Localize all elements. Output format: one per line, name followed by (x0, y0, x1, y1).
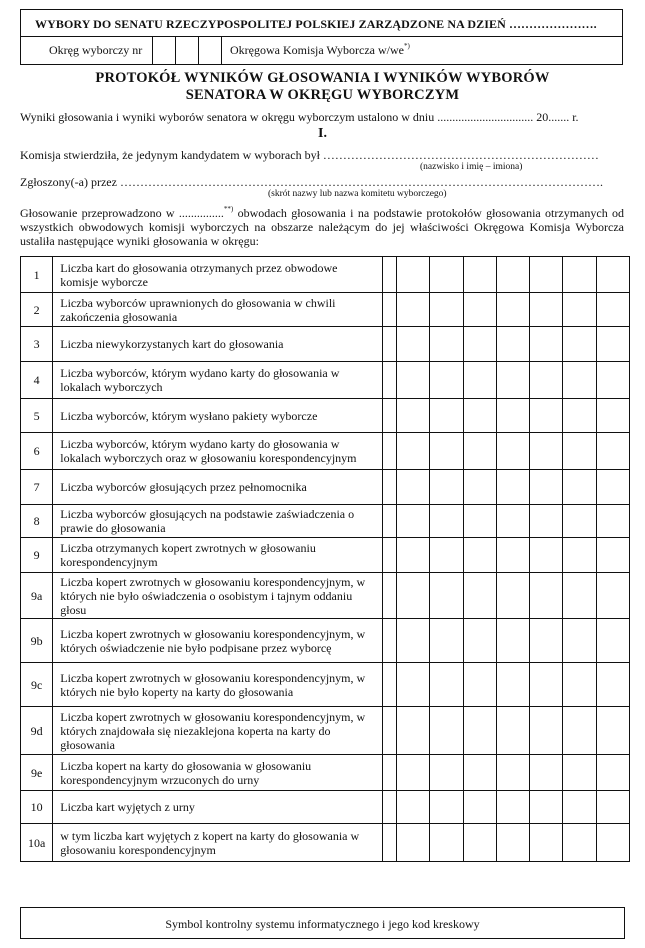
row-number: 5 (21, 399, 53, 433)
row-number: 1 (21, 257, 53, 293)
digit-cell[interactable] (430, 619, 463, 663)
digit-cell[interactable] (563, 538, 596, 573)
digit-cell[interactable] (463, 619, 496, 663)
digit-cell[interactable] (430, 327, 463, 362)
candidate-line[interactable]: Komisja stwierdziła, że jedynym kandydatem w wyborach był …………………………………………………………… (20, 148, 599, 162)
digit-cell[interactable] (596, 327, 629, 362)
digit-cell[interactable] (397, 470, 430, 505)
digit-cell[interactable] (397, 573, 430, 619)
digit-cell[interactable] (463, 257, 496, 293)
digit-cell[interactable] (496, 538, 529, 573)
table-row (21, 755, 630, 791)
row-label: Liczba otrzymanych kopert zwrotnych w głosowaniu korespondencyjnym (53, 538, 383, 573)
digit-cell[interactable] (397, 755, 430, 791)
digit-cell[interactable] (430, 707, 463, 755)
row-spacer (382, 433, 396, 470)
digit-cell[interactable] (596, 538, 629, 573)
digit-cell[interactable] (496, 505, 529, 538)
table-row (21, 399, 630, 433)
row-label: Liczba kopert zwrotnych w głosowaniu korespondencyjnym, w których oświadczenie nie było podpisane przez wyborcę (53, 619, 383, 663)
row-spacer (382, 327, 396, 362)
digit-cell[interactable] (397, 293, 430, 327)
digit-cell[interactable] (463, 399, 496, 433)
digit-cell[interactable] (463, 362, 496, 399)
digit-cell[interactable] (563, 619, 596, 663)
row-number: 9c (21, 663, 53, 707)
footnote-marker-2: **) (223, 205, 234, 213)
digit-cell[interactable] (463, 573, 496, 619)
digit-cell[interactable] (430, 573, 463, 619)
row-label: Liczba wyborców głosujących przez pełnomocnika (53, 470, 383, 505)
digit-cell[interactable] (596, 707, 629, 755)
row-spacer (382, 293, 396, 327)
digit-cell[interactable] (496, 470, 529, 505)
digit-cell[interactable] (397, 257, 430, 293)
row-number: 9d (21, 707, 53, 755)
district-header-box (20, 37, 623, 65)
digit-cell[interactable] (463, 293, 496, 327)
row-number: 4 (21, 362, 53, 399)
digit-cell[interactable] (596, 505, 629, 538)
digit-cell[interactable] (430, 362, 463, 399)
row-number: 7 (21, 470, 53, 505)
digit-cell[interactable] (430, 824, 463, 862)
digit-cell[interactable] (596, 470, 629, 505)
digit-cell[interactable] (430, 470, 463, 505)
digit-cell[interactable] (397, 327, 430, 362)
table-row (21, 433, 630, 470)
digit-cell[interactable] (563, 573, 596, 619)
table-row (21, 824, 630, 862)
digit-cell[interactable] (563, 257, 596, 293)
digit-cell[interactable] (496, 293, 529, 327)
digit-cell[interactable] (530, 619, 563, 663)
digit-cell[interactable] (397, 707, 430, 755)
row-spacer (382, 505, 396, 538)
row-spacer (382, 755, 396, 791)
digit-cell[interactable] (496, 663, 529, 707)
digit-cell[interactable] (530, 293, 563, 327)
digit-cell[interactable] (397, 663, 430, 707)
digit-cell[interactable] (530, 791, 563, 824)
digit-cell[interactable] (496, 327, 529, 362)
row-spacer (382, 399, 396, 433)
row-spacer (382, 573, 396, 619)
digit-cell[interactable] (530, 707, 563, 755)
row-label: Liczba kart wyjętych z urny (53, 791, 383, 824)
digit-cell[interactable] (496, 755, 529, 791)
digit-cell[interactable] (563, 663, 596, 707)
table-row (21, 327, 630, 362)
row-spacer (382, 707, 396, 755)
protocol-title-line-2: SENATORA W OKRĘGU WYBORCZYM (185, 87, 460, 103)
digit-cell[interactable] (530, 470, 563, 505)
digit-cell[interactable] (596, 257, 629, 293)
table-row (21, 362, 630, 399)
digit-cell[interactable] (530, 399, 563, 433)
row-number: 8 (21, 505, 53, 538)
digit-cell[interactable] (530, 663, 563, 707)
digit-cell[interactable] (530, 538, 563, 573)
table-row (21, 538, 630, 573)
row-label: Liczba kopert zwrotnych w głosowaniu korespondencyjnym, w których nie było koperty na karty do głosowania (53, 663, 383, 707)
row-number: 10 (21, 791, 53, 824)
commission-field[interactable] (221, 37, 622, 64)
digit-cell[interactable] (563, 293, 596, 327)
digit-cell[interactable] (496, 257, 529, 293)
table-row (21, 293, 630, 327)
table-row (21, 573, 630, 619)
digit-cell[interactable] (596, 791, 629, 824)
row-label: Liczba wyborców uprawnionych do głosowania w chwili zakończenia głosowania (53, 293, 383, 327)
digit-cell[interactable] (596, 433, 629, 470)
digit-cell[interactable] (596, 362, 629, 399)
digit-cell[interactable] (463, 433, 496, 470)
digit-cell[interactable] (563, 824, 596, 862)
results-date-line[interactable]: Wyniki głosowania i wyniki wyborów senatora w okręgu wyborczym ustalono w dniu ................................ 20....... r. (20, 110, 579, 124)
digit-cell[interactable] (430, 663, 463, 707)
row-number: 2 (21, 293, 53, 327)
row-spacer (382, 663, 396, 707)
table-row (21, 619, 630, 663)
digit-cell[interactable] (530, 327, 563, 362)
digit-cell[interactable] (596, 293, 629, 327)
digit-cell[interactable] (463, 824, 496, 862)
digit-cell[interactable] (397, 505, 430, 538)
digit-cell[interactable] (596, 663, 629, 707)
digit-cell[interactable] (397, 619, 430, 663)
table-row (21, 707, 630, 755)
district-digit-3[interactable] (198, 37, 221, 64)
digit-cell[interactable] (430, 399, 463, 433)
table-row (21, 505, 630, 538)
digit-cell[interactable] (463, 327, 496, 362)
control-symbol-label: Symbol kontrolny systemu informatycznego i jego kod kreskowy (165, 917, 480, 931)
digit-cell[interactable] (596, 824, 629, 862)
digit-cell[interactable] (563, 433, 596, 470)
digit-cell[interactable] (430, 293, 463, 327)
digit-cell[interactable] (430, 257, 463, 293)
digit-cell[interactable] (530, 824, 563, 862)
digit-cell[interactable] (596, 619, 629, 663)
digit-cell[interactable] (463, 470, 496, 505)
row-spacer (382, 791, 396, 824)
digit-cell[interactable] (563, 399, 596, 433)
footnote-marker: *) (404, 42, 410, 50)
candidate-hint: (nazwisko i imię – imiona) (420, 162, 523, 172)
district-number-label: Okręg wyborczy nr (49, 43, 143, 57)
row-number: 9a (21, 573, 53, 619)
digit-cell[interactable] (397, 362, 430, 399)
row-number: 9b (21, 619, 53, 663)
digit-cell[interactable] (596, 573, 629, 619)
digit-cell[interactable] (496, 362, 529, 399)
digit-cell[interactable] (496, 433, 529, 470)
row-label: Liczba kopert na karty do głosowania w głosowaniu korespondencyjnym wrzuconych do urny (53, 755, 383, 791)
digit-cell[interactable] (463, 505, 496, 538)
digit-cell[interactable] (430, 755, 463, 791)
voting-paragraph: Głosowanie przeprowadzono w ...............**) obwodach głosowania i na podstawie protokołów głosowania otrzymanych od wszystkich obwodowych komisji wyborczych na obszarze należącym do jej właściwości Okręgowa Komisja Wyborcza ustaliła następujące wyniki głosowania w okręgu: (20, 205, 625, 248)
protocol-title-line-1: PROTOKÓŁ WYNIKÓW GŁOSOWANIA I WYNIKÓW WYBORÓW (95, 70, 550, 86)
row-number: 3 (21, 327, 53, 362)
digit-cell[interactable] (463, 707, 496, 755)
table-row (21, 663, 630, 707)
digit-cell[interactable] (563, 362, 596, 399)
digit-cell[interactable] (530, 257, 563, 293)
digit-cell[interactable] (530, 573, 563, 619)
digit-cell[interactable] (530, 505, 563, 538)
row-spacer (382, 824, 396, 862)
digit-cell[interactable] (563, 707, 596, 755)
digit-cell[interactable] (430, 538, 463, 573)
digit-cell[interactable] (496, 619, 529, 663)
row-label: Liczba kopert zwrotnych w głosowaniu korespondencyjnym, w których nie było oświadczenia o osobistym i tajnym oddaniu głosu (53, 573, 383, 619)
digit-cell[interactable] (463, 538, 496, 573)
table-row (21, 257, 630, 293)
election-header-box (20, 9, 623, 37)
digit-cell[interactable] (563, 791, 596, 824)
row-label: Liczba wyborców głosujących na podstawie zaświadczenia o prawie do głosowania (53, 505, 383, 538)
row-label: Liczba niewykorzystanych kart do głosowania (53, 327, 383, 362)
digit-cell[interactable] (496, 791, 529, 824)
digit-cell[interactable] (496, 707, 529, 755)
digit-cell[interactable] (463, 755, 496, 791)
row-spacer (382, 538, 396, 573)
digit-cell[interactable] (563, 470, 596, 505)
digit-cell[interactable] (530, 362, 563, 399)
row-label: w tym liczba kart wyjętych z kopert na karty do głosowania w głosowaniu korespondencyjnym (53, 824, 383, 862)
section-number: I. (318, 126, 327, 141)
control-symbol-box (20, 907, 625, 939)
digit-cell[interactable] (430, 433, 463, 470)
election-title: WYBORY DO SENATU RZECZYPOSPOLITEJ POLSKIEJ ZARZĄDZONE NA DZIEŃ …………………. (35, 17, 597, 31)
row-number: 10a (21, 824, 53, 862)
digit-cell[interactable] (463, 791, 496, 824)
digit-cell[interactable] (530, 755, 563, 791)
row-number: 6 (21, 433, 53, 470)
digit-cell[interactable] (496, 573, 529, 619)
row-label: Liczba kart do głosowania otrzymanych przez obwodowe komisje wyborcze (53, 257, 383, 293)
digit-cell[interactable] (563, 755, 596, 791)
digit-cell[interactable] (397, 538, 430, 573)
row-label: Liczba wyborców, którym wydano karty do głosowania w lokalach wyborczych (53, 362, 383, 399)
digit-cell[interactable] (596, 755, 629, 791)
submitted-by-line[interactable]: Zgłoszony(-a) przez …………………………………………………………………………………………………………. (20, 175, 603, 189)
digit-cell[interactable] (397, 399, 430, 433)
digit-cell[interactable] (496, 399, 529, 433)
digit-cell[interactable] (596, 399, 629, 433)
table-row (21, 470, 630, 505)
row-number: 9e (21, 755, 53, 791)
digit-cell[interactable] (563, 505, 596, 538)
digit-cell[interactable] (397, 791, 430, 824)
row-label: Liczba wyborców, którym wydano karty do głosowania w lokalach wyborczych oraz w głosowaniu korespondencyjnym (53, 433, 383, 470)
row-spacer (382, 470, 396, 505)
digit-cell[interactable] (430, 791, 463, 824)
district-digit-2[interactable] (175, 37, 198, 64)
commission-label: Okręgowa Komisja Wyborcza w/we*) (230, 42, 410, 57)
table-row (21, 791, 630, 824)
row-spacer (382, 619, 396, 663)
row-number: 9 (21, 538, 53, 573)
digit-cell[interactable] (463, 663, 496, 707)
digit-cell[interactable] (530, 433, 563, 470)
submitted-by-hint: (skrót nazwy lub nazwa komitetu wyborczego) (268, 189, 447, 199)
row-spacer (382, 257, 396, 293)
row-label: Liczba kopert zwrotnych w głosowaniu korespondencyjnym, w których znajdowała się niezaklejona koperta na karty do głosowania (53, 707, 383, 755)
digit-cell[interactable] (397, 433, 430, 470)
row-label: Liczba wyborców, którym wysłano pakiety wyborcze (53, 399, 383, 433)
digit-cell[interactable] (563, 327, 596, 362)
digit-cell[interactable] (430, 505, 463, 538)
district-digit-1[interactable] (152, 37, 175, 64)
results-table (20, 256, 630, 862)
digit-cell[interactable] (496, 824, 529, 862)
row-spacer (382, 362, 396, 399)
digit-cell[interactable] (397, 824, 430, 862)
